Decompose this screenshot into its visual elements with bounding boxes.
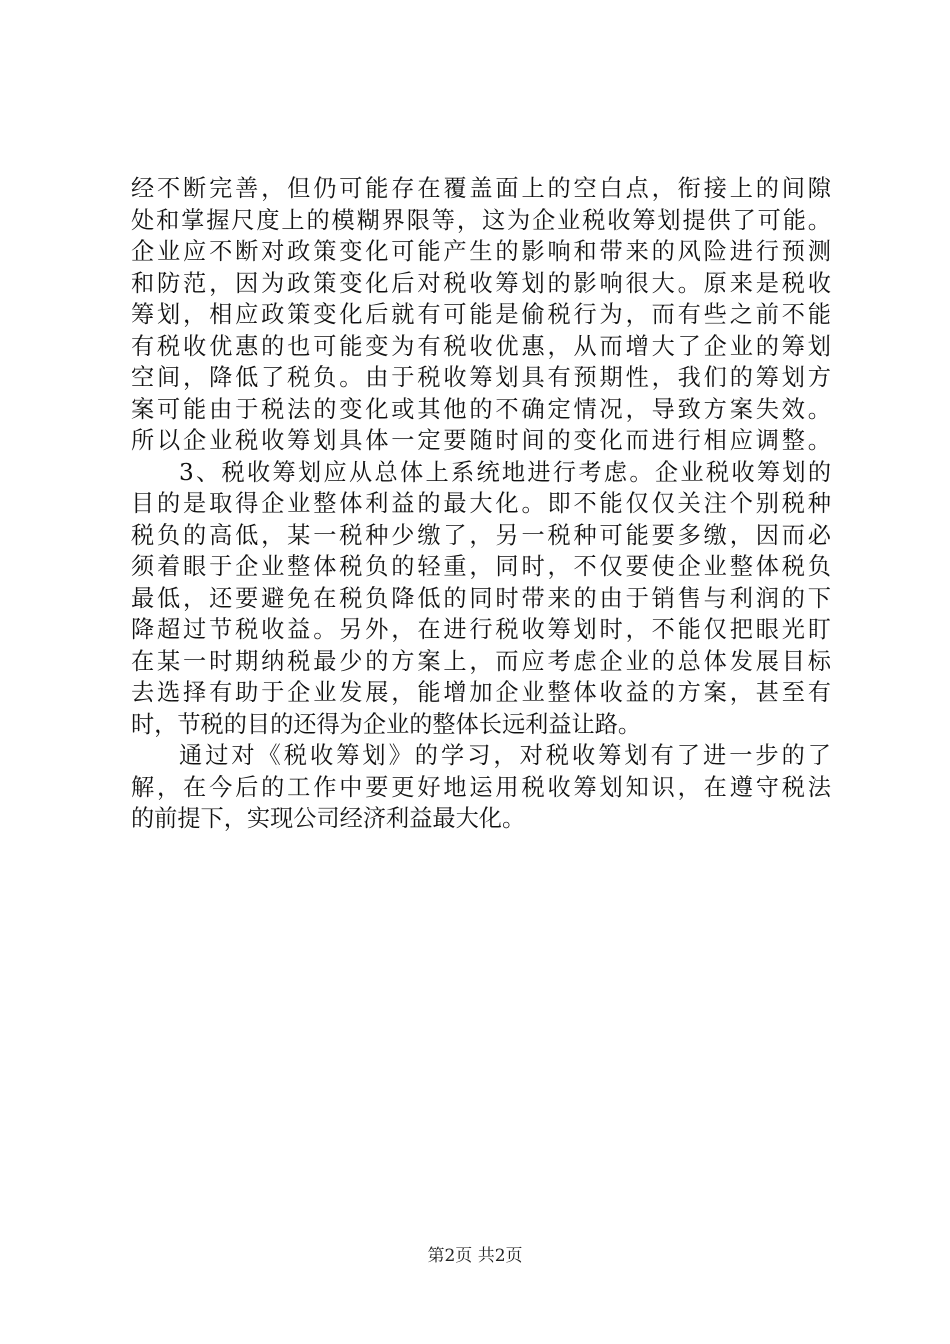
text-line: 有税收优惠的也可能变为有税收优惠，从而增大了企业的筹划 <box>131 332 831 360</box>
text-line: 和防范，因为政策变化后对税收筹划的影响很大。原来是税收 <box>131 269 831 297</box>
text-line: 目的是取得企业整体利益的最大化。即不能仅仅关注个别税种 <box>131 490 831 517</box>
paragraph-last-line: 的前提下，实现公司经济利益最大化。 <box>131 805 526 832</box>
text-line: 空间，降低了税负。由于税收筹划具有预期性，我们的筹划方 <box>131 364 831 391</box>
text-line: 案可能由于税法的变化或其他的不确定情况，导致方案失效。 <box>131 395 831 423</box>
text-line: 筹划，相应政策变化后就有可能是偷税行为，而有些之前不能 <box>131 301 831 328</box>
page-number-footer: 第2页 共2页 <box>427 1246 523 1266</box>
text-line: 最低，还要避免在税负降低的同时带来的由于销售与利润的下 <box>131 584 831 612</box>
paragraph-last-line: 时，节税的目的还得为企业的整体长远利益让路。 <box>131 710 642 738</box>
text-line: 须着眼于企业整体税负的轻重，同时，不仅要使企业整体税负 <box>131 553 831 580</box>
document-body <box>131 173 831 835</box>
text-line: 处和掌握尺度上的模糊界限等，这为企业税收筹划提供了可能。 <box>131 206 831 234</box>
text-line: 解，在今后的工作中要更好地运用税收筹划知识，在遵守税法 <box>131 773 831 801</box>
paragraph-first-line: 3、税收筹划应从总体上系统地进行考虑。企业税收筹划的 <box>179 458 831 486</box>
paragraph-first-line: 通过对《税收筹划》的学习，对税收筹划有了进一步的了 <box>179 742 831 769</box>
text-line: 企业应不断对政策变化可能产生的影响和带来的风险进行预测 <box>131 238 831 265</box>
text-line: 降超过节税收益。另外，在进行税收筹划时，不能仅把眼光盯 <box>131 616 831 643</box>
text-line: 去选择有助于企业发展，能增加企业整体收益的方案，甚至有 <box>131 679 831 706</box>
text-line: 经不断完善，但仍可能存在覆盖面上的空白点，衔接上的间隙 <box>131 175 831 202</box>
text-line: 在某一时期纳税最少的方案上，而应考虑企业的总体发展目标 <box>131 647 831 675</box>
text-line: 税负的高低，某一税种少缴了，另一税种可能要多缴，因而必 <box>131 521 831 549</box>
text-line: 所以企业税收筹划具体一定要随时间的变化而进行相应调整。 <box>131 427 831 454</box>
